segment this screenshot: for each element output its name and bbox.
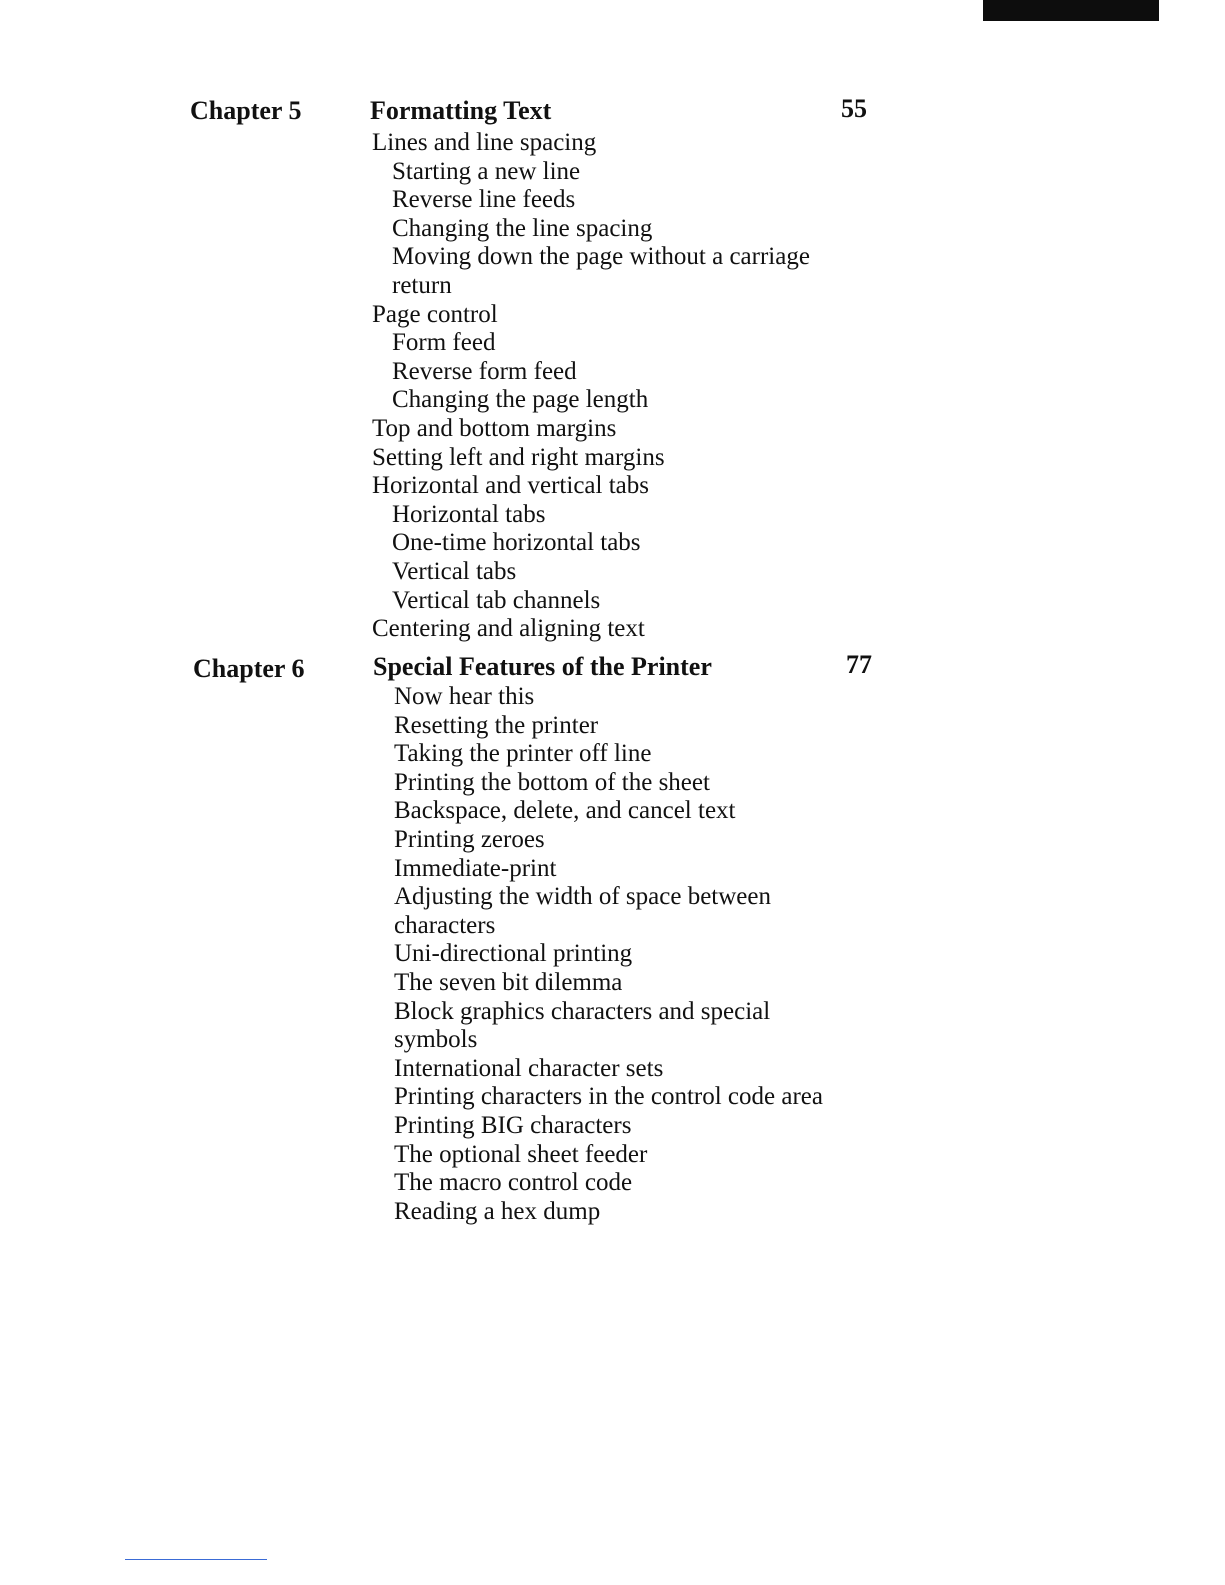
chapter-title: Special Features of the Printer bbox=[373, 652, 712, 681]
toc-entry: Adjusting the width of space between bbox=[394, 883, 771, 911]
toc-entry: Uni-directional printing bbox=[394, 940, 633, 968]
toc-entry: Changing the page length bbox=[392, 386, 649, 414]
toc-entry: Reading a hex dump bbox=[394, 1197, 601, 1225]
toc-entry: The seven bit dilemma bbox=[394, 968, 623, 996]
toc-entry: Lines and line spacing bbox=[372, 129, 597, 156]
toc-entry: Reverse line feeds bbox=[392, 186, 576, 214]
bottom-rule bbox=[125, 1559, 267, 1560]
chapter-6-entries bbox=[374, 683, 823, 1226]
toc-entry: Setting left and right margins bbox=[372, 443, 665, 471]
toc-entry: Vertical tabs bbox=[392, 557, 517, 585]
toc-entry: Now hear this bbox=[394, 683, 535, 710]
chapter-title: Formatting Text bbox=[370, 96, 552, 125]
toc-entry: characters bbox=[394, 911, 496, 939]
toc-entry: Moving down the page without a carriage bbox=[392, 243, 810, 271]
chapter-label: Chapter 5 bbox=[190, 96, 302, 125]
chapter-page-number: 55 bbox=[841, 94, 867, 123]
toc-entry: The optional sheet feeder bbox=[394, 1140, 648, 1168]
chapter-label: Chapter 6 bbox=[193, 654, 305, 683]
toc-entry: Printing characters in the control code area bbox=[394, 1083, 823, 1111]
toc-entry: Form feed bbox=[392, 329, 496, 357]
toc-entry: Taking the printer off line bbox=[394, 740, 652, 768]
toc-entry: return bbox=[392, 271, 452, 299]
chapter-5-entries bbox=[372, 129, 810, 644]
toc-entry: Centering and aligning text bbox=[372, 615, 645, 643]
toc-entry: Printing the bottom of the sheet bbox=[394, 768, 710, 796]
toc-entry: Changing the line spacing bbox=[392, 214, 653, 242]
toc-entry: Horizontal tabs bbox=[392, 500, 546, 528]
toc-entry: Page control bbox=[372, 300, 498, 328]
toc-entry: Resetting the printer bbox=[394, 711, 599, 739]
toc-entry: The macro control code bbox=[394, 1169, 633, 1197]
toc-entry: Reverse form feed bbox=[392, 357, 577, 385]
chapter-page-number: 77 bbox=[846, 650, 872, 679]
toc-entry: symbols bbox=[394, 1026, 478, 1054]
scan-edge-bar bbox=[983, 0, 1159, 21]
toc-entry: Printing zeroes bbox=[394, 825, 545, 853]
toc-entry: Vertical tab channels bbox=[392, 586, 601, 614]
toc-entry: Printing BIG characters bbox=[394, 1111, 632, 1139]
toc-entry: International character sets bbox=[394, 1054, 664, 1082]
toc-entry: Backspace, delete, and cancel text bbox=[394, 797, 736, 825]
toc-entry: Horizontal and vertical tabs bbox=[372, 472, 649, 500]
toc-entry: One-time horizontal tabs bbox=[392, 529, 641, 557]
toc-entry: Immediate-print bbox=[394, 854, 557, 882]
toc-entry: Starting a new line bbox=[392, 157, 581, 185]
toc-entry: Block graphics characters and special bbox=[394, 997, 771, 1025]
toc-entry: Top and bottom margins bbox=[372, 414, 617, 442]
